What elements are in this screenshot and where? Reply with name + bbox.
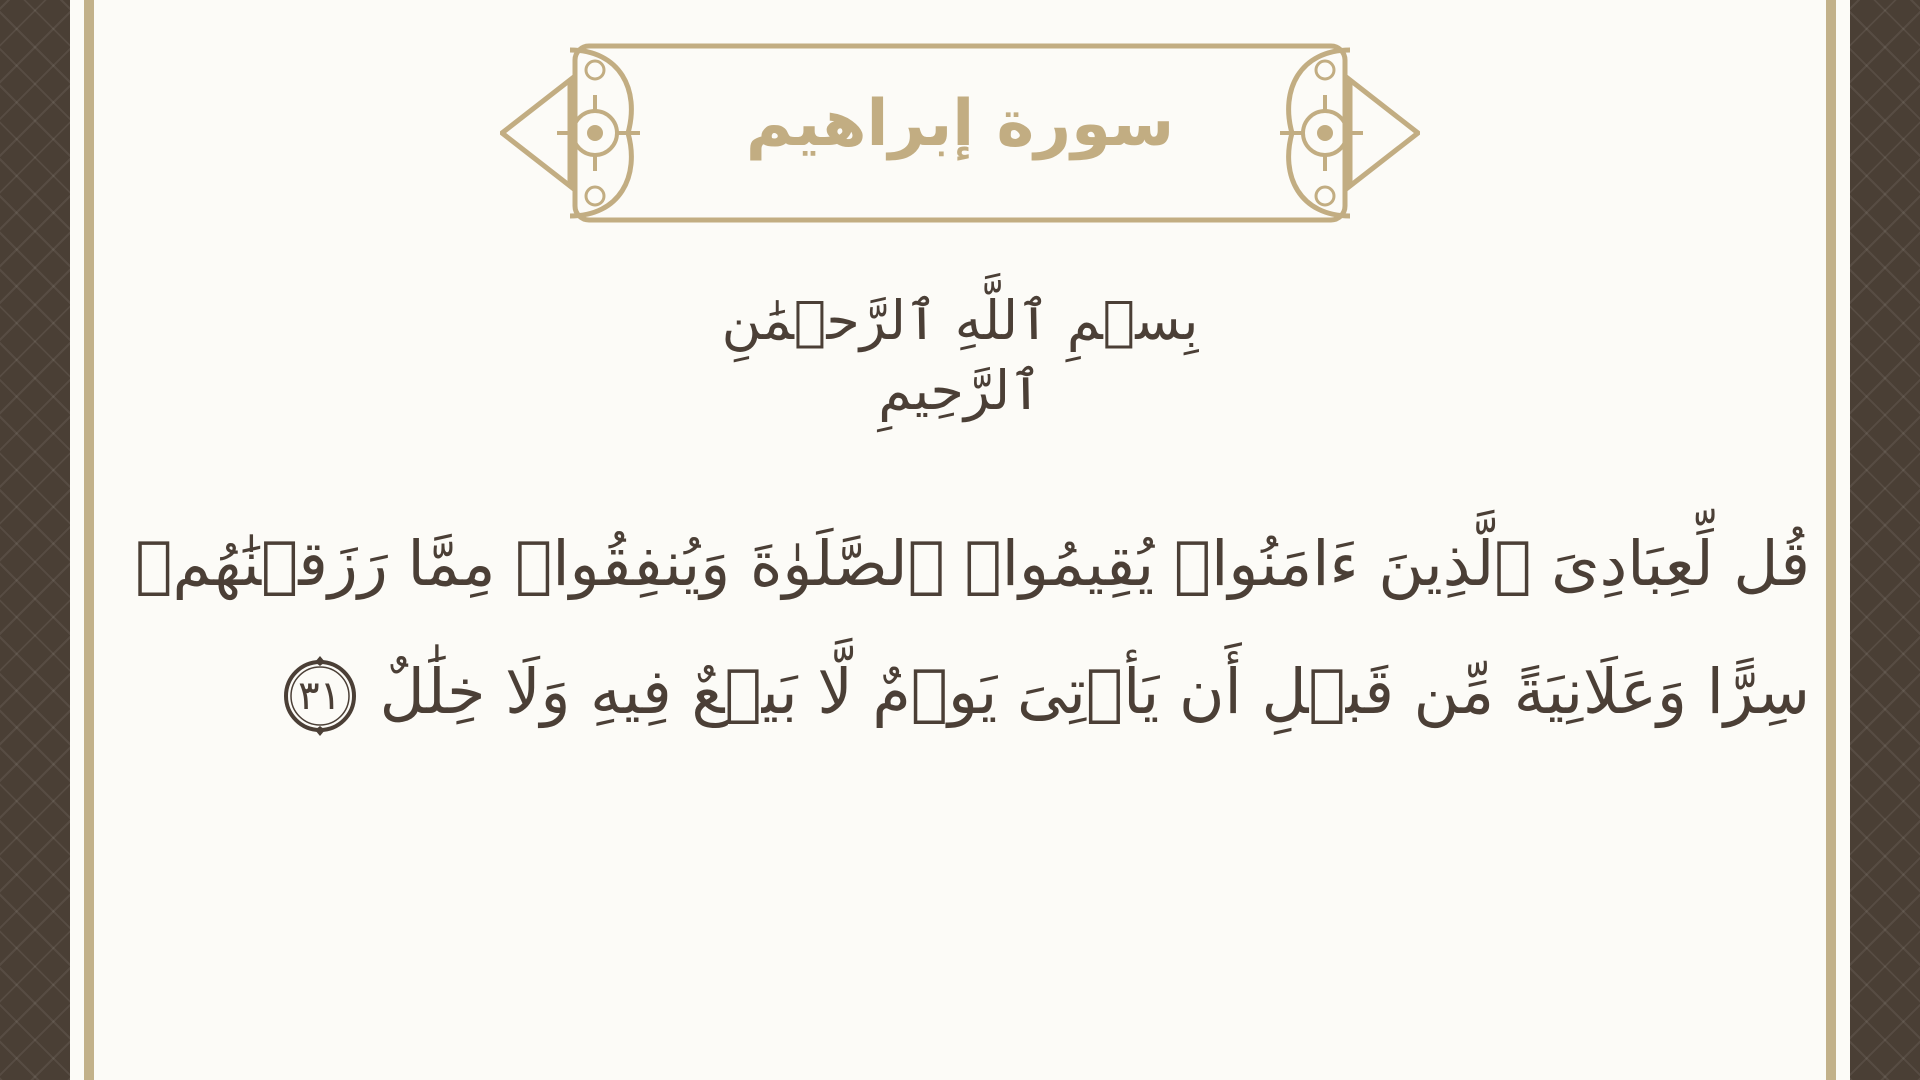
basmala: بِسۡمِ ٱللَّهِ ٱلرَّحۡمَٰنِ ٱلرَّحِيمِ [721, 289, 1199, 423]
right-gold-rule [1826, 0, 1836, 1080]
ayah-number: ٣١ [298, 672, 342, 719]
left-ornamental-border [0, 0, 70, 1080]
surah-title-frame [500, 40, 1420, 226]
verse-line-1: قُل لِّعِبَادِىَ ٱلَّذِينَ ءَامَنُوا۟ يُقِيمُوا۟ ٱلصَّلَوٰةَ وَيُنفِقُوا۟ مِمَّا رَزَقۡنَٰهُمۡ [135, 527, 1810, 600]
surah-title: سورة إبراهيم [745, 87, 1175, 161]
verse-line-2 [298, 628, 1810, 756]
ayah-number-marker [278, 654, 362, 738]
verse-line-2-text: سِرًّا وَعَلَانِيَةً مِّن قَبۡلِ أَن يَأۡتِىَ يَوۡمٌ لَّا بَيۡعٌ فِيهِ وَلَا خِلَٰلٌ [379, 655, 1810, 728]
verse-text [135, 500, 1810, 756]
left-gold-rule [84, 0, 94, 1080]
right-ornamental-border [1850, 0, 1920, 1080]
